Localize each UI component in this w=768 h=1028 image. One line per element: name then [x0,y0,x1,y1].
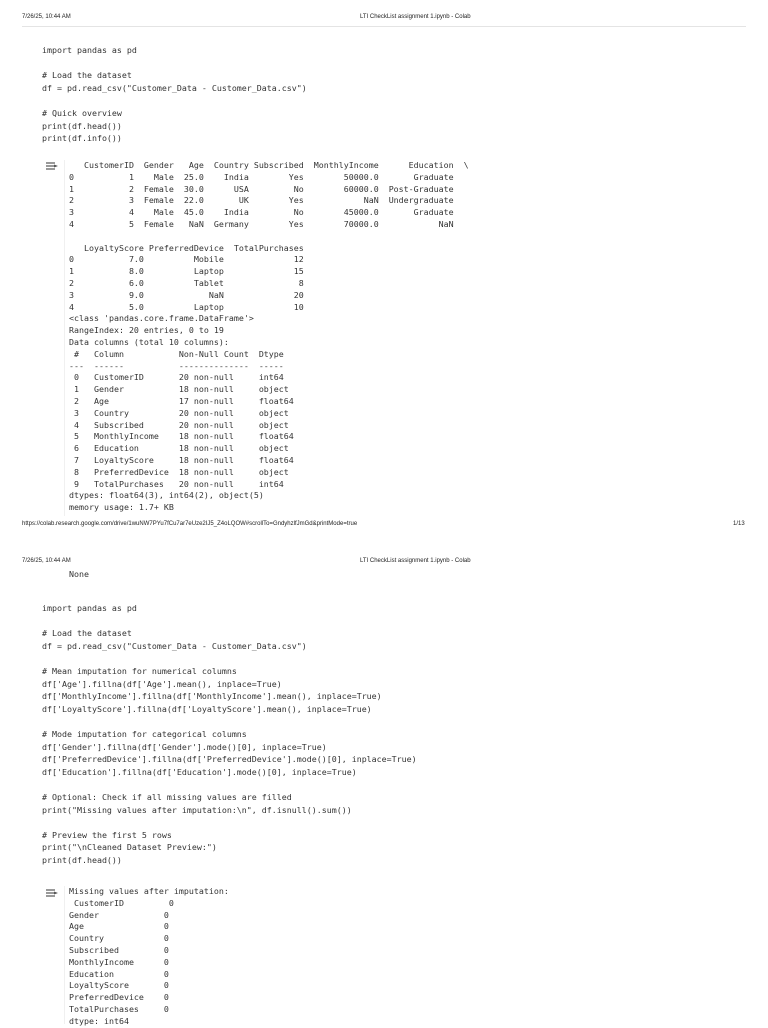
print-page-number: 1/13 [733,521,745,527]
print-datetime-p2: 7/26/25, 10:44 AM [22,558,71,564]
print-datetime: 7/26/25, 10:44 AM [22,14,71,20]
cell-output-head-info: CustomerID Gender Age Country Subscribed MonthlyIncome Education \ 0 1 Male 25.0 India Yes 50000.0 Graduate 1 2 Female 30.0 USA No 60000.0 Post-Graduate 2 3 Female 22.0 UK Yes NaN Undergraduate 3 4 Male 45.0 India No 45000.0 Graduate 4 5 Female NaN Germany Yes 70000.0 NaN LoyaltyScore PreferredDevice TotalPurchases 0 7.0 Mobile 12 1 8.0 Laptop 15 2 6.0 Tablet 8 3 9.0 NaN 20 4 5.0 Laptop 10 <class 'pandas.core.frame.DataFrame'> RangeIndex: 20 entries, 0 to 19 Data columns (total 10 columns): # Column Non-Null Count Dtype --- ------ -------------- ----- 0 CustomerID 20 non-null int64 1 Gender 18 non-null object 2 Age 17 non-null float64 3 Country 20 non-null object 4 Subscribed 20 non-null object 5 MonthlyIncome 18 non-null float64 6 Education 18 non-null object 7 LoyaltyScore 18 non-null float64 8 PreferredDevice 18 non-null object 9 TotalPurchases 20 non-null int64 dtypes: float64(3), int64(2), object(5) memory usage: 1.7+ KB [69,160,469,513]
print-footer-url: https://colab.research.google.com/drive/1wuNW7PYu7fCu7ar7eUze2IJ5_Z4oLQOW#scrollTo=GndyhzlfJmGd&printMode=true [22,521,358,527]
cell-output-missing-values: Missing values after imputation: CustomerID 0 Gender 0 Age 0 Country 0 Subscribed 0 MonthlyIncome 0 Education 0 LoyaltyScore 0 PreferredDevice 0 TotalPurchases 0 dtype: int64 [69,886,229,1026]
cell-output-continued: None [69,569,89,579]
output-toggle-icon-2[interactable] [45,888,59,898]
output-gutter-2 [64,886,65,1024]
print-title: LTI CheckList assignment 1.ipynb - Colab [360,14,471,20]
code-cell-imputation[interactable]: import pandas as pd # Load the dataset df = pd.read_csv("Customer_Data - Customer_Data.csv") # Mean imputation for numerical columns df['Age'].fillna(df['Age'].mean(), inplace=True) df['MonthlyIncome'].fillna(df['MonthlyIncome'].mean(), inplace=True) df['LoyaltyScore'].fillna(df['LoyaltyScore'].mean(), inplace=True) # Mode imputation for categorical columns df['Gender'].fillna(df['Gender'].mode()[0], inplace=True) df['PreferredDevice'].fillna(df['PreferredDevice'].mode()[0], inplace=True) df['Education'].fillna(df['Education'].mode()[0], inplace=True) # Optional: Check if all missing values are filled print("Missing values after imputation:\n", df.isnull().sum()) # Preview the first 5 rows print("\nCleaned Dataset Preview:") print(df.head()) [42,603,417,865]
output-gutter [64,160,65,516]
code-cell-load-overview[interactable]: import pandas as pd # Load the dataset df = pd.read_csv("Customer_Data - Customer_Data.csv") # Quick overview print(df.head()) print(df.info()) [42,45,307,144]
print-title-p2: LTI CheckList assignment 1.ipynb - Colab [360,558,471,564]
header-divider [22,26,746,27]
output-toggle-icon[interactable] [45,161,59,171]
